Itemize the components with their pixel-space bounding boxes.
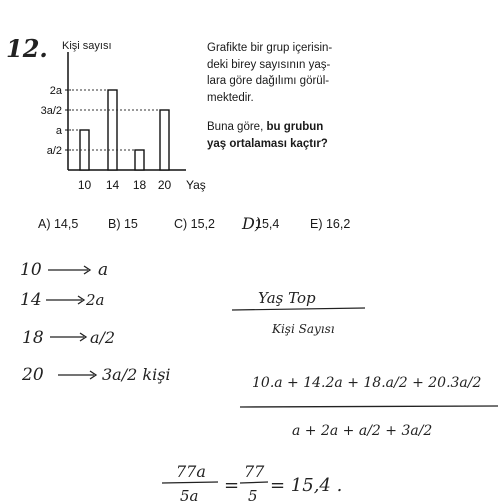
hand-age-18: 18 [22,328,44,348]
x-tick-label: 18 [132,178,147,192]
handwritten-solution [0,245,503,504]
ask-prefix: Buna göre, [207,121,267,133]
y-tick-label: a [55,125,62,137]
svg-text:=: = [224,475,240,496]
question-ask [207,119,367,136]
question-line: deki birey sayısının yaş- [207,58,331,71]
hand-formula-top: Yaş Top [258,289,316,307]
hand-formula-bottom: Kişi Sayısı [272,322,335,336]
hand-result-simpl-den: 5 [248,487,258,504]
bar [108,90,117,170]
hand-age-14: 14 [20,290,42,310]
choice-c[interactable]: C) 15,2 [174,217,215,231]
question-text [207,40,367,152]
bar [135,150,144,170]
choice-e[interactable]: E) 16,2 [310,217,351,231]
hand-sum-denominator: a + 2a + a/2 + 3a/2 [292,423,433,439]
y-tick-label: 3a/2 [40,105,62,117]
x-tick-label: 10 [77,178,92,192]
question-line: Grafikte bir grup içerisin- [207,42,333,54]
hand-age-10: 10 [20,260,42,280]
chart-xlabel: Yaş [186,178,206,192]
ask-bold-2: yaş ortalaması kaçtır? [207,137,328,150]
question-line: mektedir. [207,91,254,104]
question-ask-2 [207,136,367,153]
y-tick-label: 2a [49,85,62,97]
ask-bold-1: bu grubun [266,121,324,133]
choice-d[interactable]: 15,4 [255,217,280,231]
hand-count-18: a/2 [90,328,116,347]
y-tick-label: a/2 [46,145,62,157]
choice-d-mark: D) [242,214,262,233]
hand-result-simpl-num: 77 [244,462,265,481]
chart-ylabel: Kişi sayısı [62,40,112,52]
bar [160,110,169,170]
choice-a[interactable]: A) 14,5 [38,217,79,231]
question-line: lara göre dağılımı görül- [207,75,330,87]
choice-b[interactable]: B) 15 [108,217,138,231]
x-tick-label: 14 [105,178,120,192]
question-number: 12. [6,34,48,63]
hand-sum-numerator: 10.a + 14.2a + 18.a/2 + 20.3a/2 [252,375,482,391]
hand-result-den: 5a [180,487,199,504]
hand-count-20: 3a/2 kişi [102,365,171,384]
hand-result-value: = 15,4 . [270,475,343,496]
hand-age-20: 20 [22,365,44,385]
hand-result-num: 77a [176,462,206,481]
hand-count-14: 2a [86,291,105,309]
x-tick-label: 20 [157,178,172,192]
hand-count-10: a [98,260,109,280]
